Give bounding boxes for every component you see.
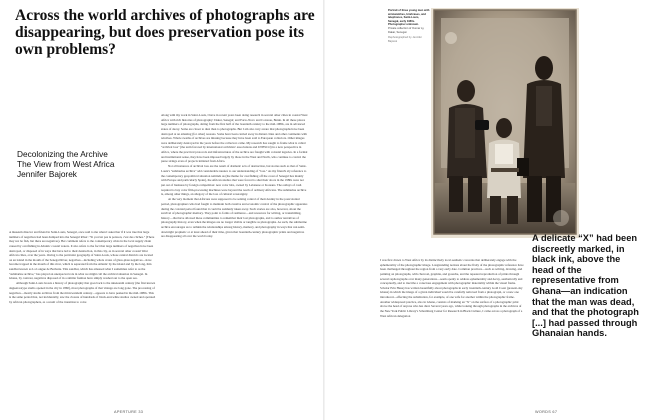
- paragraph: At the very moment that Africans were supposed to be seizing control of their destiny in the postcolonial period, photographers who had fought to maintain both creative and economic control of the photographic apparatus during the colonial period found that it could be suddenly taken away. Such stories are also, however, about the survival of photographic memory. They point to forms of resilience—and resources for writing, or transmitting, history—that have allowed these communities to remember their lost photographs, and to author narratives of photography history, even when the images are no longer visible or tangible as photographs. As such, the submarine archive encourages us to rethink the relationships among history, memory, and photography in ways that run semi-downright prophetic or at least ahead of their time, given that twentieth-century photographic prints and negatives are disappearing all over the world today.: [161, 197, 308, 239]
- vintage-portrait-photograph: [431, 8, 579, 238]
- body-column-1: [9, 230, 156, 408]
- paragraph: Although Saint-Louis boasts a history of photography that goes back to the nineteenth century (the first known daguerreotype studio opened in the city in 1860), most photographs of that vintage are long gone. The processing of negatives—mostly studio archives from the mid-twentieth century—appears to have peaked in the mid-1980s. This is the same period that, not incidentally, saw the closure of hundreds of black-and-white studios owned and operated by African photographers, as a result of the transition to color.: [9, 281, 156, 304]
- caption-body: Private collection of Oumar Ly, Dakar, Senegal.: [388, 26, 425, 34]
- paragraph: A museum director and friend in Saint-Louis, Senegal, once said to me when I asked her if it was true that large numbers of negatives had been dumped into the Senegal River: "Si ça n'est pas le poisson, c'est des cliches." (There may not be fish, but there are negatives). Her comment refers to the contemporary crisis in the local supply chain caused by overfishing in Atlantic coastal waters. It also refers to the fact that large numbers of negatives have been destroyed, or disposed of in ways that have led to their destruction, in this city, as in several other coastal West African cities, over the years. Owing to the particular geography of Saint-Louis, whose central districts are located on an island in the mouth of the Senegal River, negatives—including whole crates of glass-plate negatives—have become trapped in the mouth of this river, which is separated from the Atlantic by the island and by the long, thin sandbar known as La Langue de Barbarie. This sandbar, which has amassed what I sometimes refer to as the "submarine archive," has played an unexpected role in what we might call the archival situation in Senegal. In Ghana, by contrast, negatives disposed of in a similar fashion have simply washed out to the open sea.: [9, 230, 155, 281]
- section-heading: [17, 149, 157, 179]
- photo-caption: [388, 9, 430, 43]
- paragraph: Along with my work in Saint-Louis, I have in recent years been doing research in several other cities in coastal West Africa with rich histories of photography: Dakar, Senegal; and Porto-Novo and Cotonou, Benin. In all these places large numbers of photographs, dating from the first half of the twentieth century to the mid-1980s, are in advanced states of decay. Some are closer to dust than to photographs. But I am also very aware that photographs have been destroyed at an amazing (for other) reasons. Some have been carried away in distant cities and other continents with relatives. Whole swaths of archives are missing because they have been sold to European collectors. Other images were deliberately destroyed in the years before the collectors came. My research has sought to frame what is called "archival loss" (the term favored by international archivists' associations and UNESCO) in a new perspective in Africa, where the practical protocols and infrastructures of the archive are fraught with colonial legacies. In a formal and institutional sense, they have been imposed largely by those in the West and North, who continue to control the purse strings even of projects initiated from Africa.: [161, 113, 308, 164]
- paragraph: Not all instances of archival loss are the result of dramatic acts of destruction, but stories such as that of Saint-Louis's "submarine archive" add considerable nuance to our understanding of "loss." As my friend's sly reference to the contemporary geopolitical situation reminds us (the theme for overfishing off the coast of Senegal lies mainly with Europe and particularly Spain), the African studios that were forced to shut their doors in the 1980s were not put out of business by foreign competition: new color labs, owned by Lebanese or Koreans. The outlays of cash required to buy color film-processing machines were beyond the reach of ordinary Africans. The submarine archive is, among other things, an allegory of the loss of cultural sovereignty.: [161, 164, 307, 197]
- section-title-line1: Decolonizing the Archive: [17, 149, 108, 159]
- caption-title: Portrait of three young men with wristwatches, briefcases, and telephones, Saint-Louis, Senegal, early 1960s. Photographer unknown.: [388, 9, 430, 27]
- folio-left: APERTURE 33: [114, 410, 144, 414]
- folio-right: WORDS 67: [535, 410, 558, 414]
- body-column-3: [380, 258, 525, 408]
- section-title-line2: The View from West Africa: [17, 159, 115, 169]
- pull-quote: A delicate “X” had been discreetly marked, in black ink, above the head of the representative from Ghana—an indication that the man was dead, and that the photograph [...] had passed through Ghanaian hands.: [532, 233, 639, 339]
- article-headline: Across the world archives of photographs are disappearing, but does preservation pose its own problems?: [15, 7, 315, 58]
- page-gutter: [323, 0, 325, 420]
- body-column-2: [161, 113, 308, 408]
- paragraph: I was first drawn to West Africa by its distinctively local aesthetic concerns that deliberately engage with the ephemerality of the photographic image. Longstanding notions about the fixity of the photographic reference have been challenged throughout the region from a very early date. Common practices—such as writing, drawing, and painting on photographs, with charcoal, graphite, and gouache, and the repeated reproduction of prints through several rephotographs over many generations—seem openly to address ephemerality and decay, aesthetically and conceptually, and to inscribe a conscious engagement with photographic materiality within the visual frame. Scholar Erin Haney has written beautifully about photographs in early twentieth-century Gold Coast (present-day Ghana) in which the image of a given individual would be carefully removed from a photograph, or a new one introduced—effecting the substitution, for example, of one wife for another within the photographic frame. Another widespread practice, also in Ghana, consists of marking an "X" on the surface of a photographic print above the head of anyone who has died. Several years ago, while looking through photographs in the archives of the New York Public Library's Schomburg Center for Research in Black Culture, I came across a photograph of a West African delegation: [380, 258, 524, 318]
- caption-credit: Rephotographed by Jennifer Bajorek: [388, 36, 422, 43]
- author-name: Jennifer Bajorek: [17, 169, 77, 179]
